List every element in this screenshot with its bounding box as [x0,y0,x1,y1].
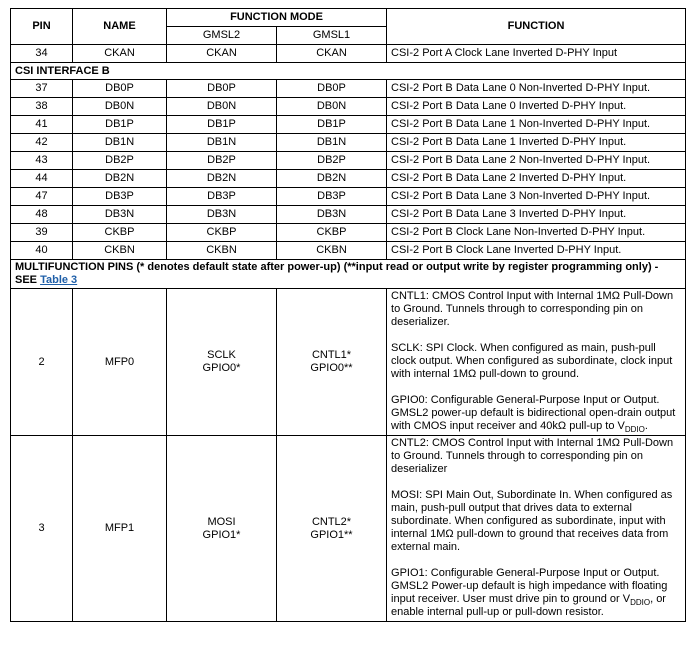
gmsl1-cell [277,436,387,622]
pin-cell: 42 [11,134,73,152]
table-row [11,242,686,260]
gmsl2-cell [167,436,277,622]
name-cell: DB0P [73,80,167,98]
gmsl2-cell: CKBP [167,224,277,242]
gmsl1-cell: DB3N [277,206,387,224]
gpio1-description-end: , or enable internal pull-up or pull-down resistor. [391,593,666,618]
gpio0-description-text: GPIO0: Configurable General-Purpose Input or Output. GMSL2 power-up default is bidirectional open-drain output with CMOS input receiver and 40kΩ pull-up to V [391,394,676,432]
pin-cell: 34 [11,45,73,63]
gmsl1-cell: DB0P [277,80,387,98]
table-row [11,224,686,242]
table-row [11,188,686,206]
function-cell: CSI-2 Port B Data Lane 2 Non-Inverted D-PHY Input. [387,152,686,170]
header-row [11,9,686,27]
function-cell: CSI-2 Port B Data Lane 1 Inverted D-PHY Input. [387,134,686,152]
table-row [11,80,686,98]
gmsl1-cell: CKBN [277,242,387,260]
gmsl1-cell: DB2N [277,170,387,188]
gmsl1-cell [277,289,387,436]
pin-cell: 38 [11,98,73,116]
gmsl2-mode-primary: MOSI [207,515,236,528]
function-cell: CSI-2 Port B Data Lane 0 Non-Inverted D-PHY Input. [387,80,686,98]
name-cell: CKBN [73,242,167,260]
section-title: CSI INTERFACE B [11,63,686,80]
name-cell: DB1N [73,134,167,152]
name-cell: MFP0 [73,289,167,436]
gmsl2-cell: DB0N [167,98,277,116]
gmsl2-mode-primary: SCLK [207,349,236,361]
gmsl2-cell: CKAN [167,45,277,63]
pin-cell: 39 [11,224,73,242]
pin-cell: 2 [11,289,73,436]
gpio0-description-end: . [644,420,648,432]
table-row [11,152,686,170]
name-cell: CKAN [73,45,167,63]
table-row-mfp0 [11,289,686,436]
pin-cell: 48 [11,206,73,224]
function-cell: CSI-2 Port A Clock Lane Inverted D-PHY Input [387,45,686,63]
function-cell [387,289,686,436]
table-3-link[interactable]: Table 3 [40,274,78,286]
sclk-description: SCLK: SPI Clock. When configured as main, push-pull clock output. When configured as subordinate, clock input with internal 1MΩ pull-down to ground. [391,342,673,380]
header-name: NAME [73,9,167,45]
section-row-csi-b [11,63,686,80]
function-cell: CSI-2 Port B Data Lane 2 Inverted D-PHY Input. [387,170,686,188]
pin-cell: 3 [11,436,73,622]
gmsl2-cell: DB3P [167,188,277,206]
header-gmsl2: GMSL2 [167,27,277,45]
pin-cell: 37 [11,80,73,98]
name-cell: DB2P [73,152,167,170]
gpio1-description-text: GPIO1: Configurable General-Purpose Input or Output. GMSL2 Power-up default is high impedance with floating input receiver. User must drive pin to ground or V [391,567,668,605]
table-row [11,206,686,224]
function-cell [387,436,686,622]
gmsl2-cell: DB2N [167,170,277,188]
gmsl1-cell: DB3P [277,188,387,206]
function-cell: CSI-2 Port B Clock Lane Inverted D-PHY Input. [387,242,686,260]
cntl2-description: CNTL2: CMOS Control Input with Internal 1MΩ Pull-Down to Ground. Tunnels through to corresponding pin on deserializer [391,437,674,475]
header-function: FUNCTION [387,9,686,45]
pin-cell: 44 [11,170,73,188]
gmsl2-cell: DB3N [167,206,277,224]
pin-cell: 47 [11,188,73,206]
table-row [11,116,686,134]
name-cell: DB3P [73,188,167,206]
table-row [11,170,686,188]
header-gmsl1: GMSL1 [277,27,387,45]
name-cell: MFP1 [73,436,167,622]
table-row [11,134,686,152]
gmsl1-cell: DB1N [277,134,387,152]
header-function-mode: FUNCTION MODE [167,9,387,27]
gmsl1-mode-primary: CNTL2* [311,515,352,528]
function-cell: CSI-2 Port B Data Lane 0 Inverted D-PHY Input. [387,98,686,116]
pin-cell: 40 [11,242,73,260]
gmsl2-cell: DB0P [167,80,277,98]
section-row-multifunction [11,260,686,289]
table-row-mfp1 [11,436,686,622]
gmsl2-cell: DB1P [167,116,277,134]
name-cell: CKBP [73,224,167,242]
header-pin: PIN [11,9,73,45]
cntl1-description: CNTL1: CMOS Control Input with Internal 1MΩ Pull-Down to Ground. Tunnels through to corresponding pin on deserializer. [391,290,674,328]
gmsl1-mode-secondary: GPIO1** [310,528,353,541]
gmsl2-mode-secondary: GPIO0* [202,362,241,374]
gpio1-description [391,567,681,619]
gmsl2-cell: CKBN [167,242,277,260]
function-cell: CSI-2 Port B Data Lane 1 Non-Inverted D-PHY Input. [387,116,686,134]
name-cell: DB1P [73,116,167,134]
gmsl1-cell: DB2P [277,152,387,170]
function-cell: CSI-2 Port B Data Lane 3 Inverted D-PHY Input. [387,206,686,224]
function-cell: CSI-2 Port B Data Lane 3 Non-Inverted D-PHY Input. [387,188,686,206]
gmsl2-cell: DB2P [167,152,277,170]
pin-cell: 43 [11,152,73,170]
gmsl1-mode-primary: CNTL1* [311,349,352,361]
name-cell: DB3N [73,206,167,224]
gmsl1-cell: DB1P [277,116,387,134]
table-row [11,45,686,63]
mosi-description: MOSI: SPI Main Out, Subordinate In. When configured as main, push-pull output that drives data to external subordinate. When configured as subordinate, input with internal 1MΩ pull-down to ground that receives data from external main. [391,489,673,553]
gmsl2-mode-secondary: GPIO1* [202,528,241,541]
section-title [11,260,686,289]
multifunction-title-text: MULTIFUNCTION PINS (* denotes default state after power-up) (**input read or output write by register programming only) - SEE [15,261,659,286]
name-cell: DB2N [73,170,167,188]
table-row [11,98,686,116]
gmsl1-cell: CKBP [277,224,387,242]
gmsl2-cell: DB1N [167,134,277,152]
gmsl1-mode-secondary: GPIO0** [310,362,353,374]
vddio-subscript: DDIO [624,425,645,435]
gmsl1-cell: CKAN [277,45,387,63]
function-cell: CSI-2 Port B Clock Lane Non-Inverted D-PHY Input. [387,224,686,242]
gpio0-description [391,394,681,433]
gmsl1-cell: DB0N [277,98,387,116]
pin-function-table [10,8,686,622]
gmsl2-cell [167,289,277,436]
name-cell: DB0N [73,98,167,116]
pin-cell: 41 [11,116,73,134]
vddio-subscript: DDIO [630,598,651,608]
